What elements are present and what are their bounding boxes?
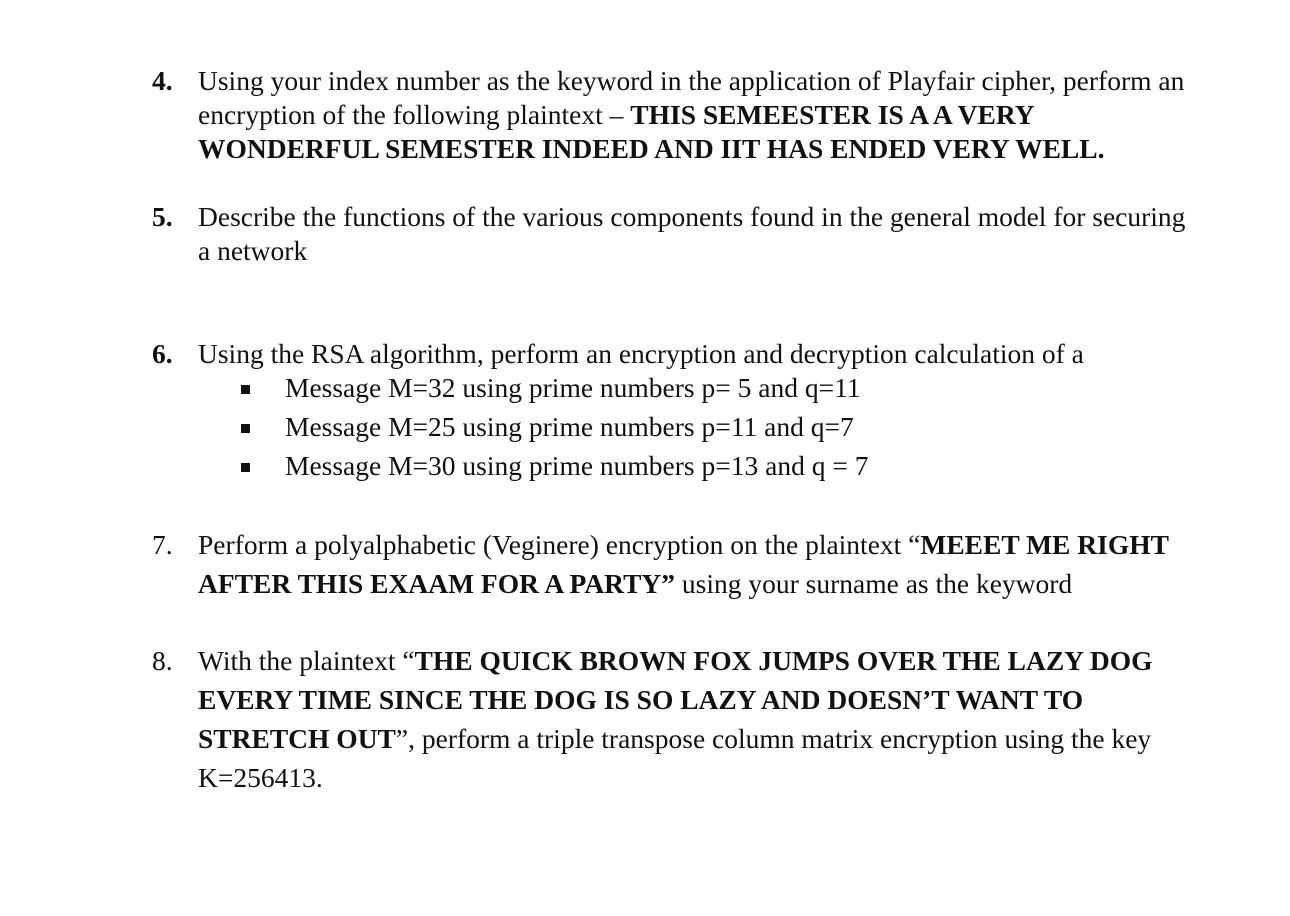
question-number: 8. (152, 645, 173, 676)
list-item-text: Message M=32 using prime numbers p= 5 and q=11 (285, 372, 861, 403)
text-line: Describe the functions of the various components found in the general model for securing (198, 201, 1186, 232)
question-number: 4. (152, 65, 173, 96)
square-bullet-icon (241, 463, 250, 472)
plaintext-bold: AFTER THIS EXAAM FOR A PARTY” (198, 568, 676, 599)
question-text (198, 641, 1257, 797)
question-6 (152, 337, 1257, 488)
text-segment: using your surname as the keyword (675, 568, 1073, 599)
text-segment: Perform a polyalphabetic (Veginere) encryption on the plaintext “ (198, 529, 921, 560)
text-segment: encryption of the following plaintext – (198, 99, 631, 130)
square-bullet-icon (241, 385, 250, 394)
question-text (198, 525, 1257, 603)
text-line: Using your index number as the keyword in the application of Playfair cipher, perform an (198, 65, 1185, 96)
question-number: 6. (152, 338, 173, 369)
text-line (198, 525, 1257, 564)
question-text (198, 200, 1257, 268)
plaintext-bold: WONDERFUL SEMESTER INDEED AND IIT HAS ENDED VERY WELL. (198, 133, 1105, 164)
text-line (198, 98, 1257, 132)
question-text (198, 337, 1257, 371)
question-number: 7. (152, 529, 173, 560)
plaintext-bold: EVERY TIME SINCE THE DOG IS SO LAZY AND DOESN’T WANT TO (198, 684, 1084, 715)
list-item (152, 410, 1257, 449)
list-item (152, 371, 1257, 410)
question-8 (152, 641, 1257, 797)
plaintext-bold: STRETCH OUT (198, 723, 396, 754)
question-5 (152, 200, 1257, 268)
plaintext-bold: MEEET ME RIGHT (920, 529, 1169, 560)
text-line: a network (198, 235, 308, 266)
plaintext-bold: THE QUICK BROWN FOX JUMPS OVER THE LAZY DOG (414, 645, 1153, 676)
question-4 (152, 64, 1257, 166)
text-segment: ”, perform a triple transpose column matrix encryption using the key (395, 723, 1152, 754)
question-number: 5. (152, 201, 173, 232)
plaintext-bold: THIS SEMEESTER IS A A VERY (630, 99, 1035, 130)
list-item-text: Message M=30 using prime numbers p=13 and q = 7 (285, 450, 869, 481)
bullet-list (152, 371, 1257, 488)
list-item (152, 449, 1257, 488)
text-line (198, 719, 1257, 758)
text-line: K=256413. (198, 762, 323, 793)
text-line (198, 564, 1257, 603)
list-item-text: Message M=25 using prime numbers p=11 and q=7 (285, 411, 854, 442)
square-bullet-icon (241, 424, 250, 433)
text-line: Using the RSA algorithm, perform an encryption and decryption calculation of a (198, 338, 1084, 369)
text-segment: With the plaintext “ (198, 645, 415, 676)
text-line (198, 641, 1257, 680)
question-7 (152, 525, 1257, 603)
question-text (198, 64, 1257, 166)
